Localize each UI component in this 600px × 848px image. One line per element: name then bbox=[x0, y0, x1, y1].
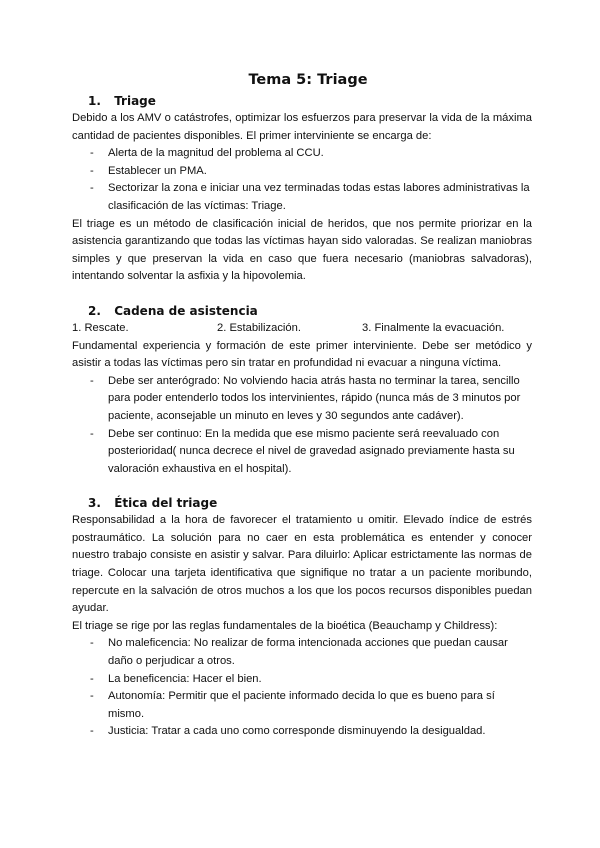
section-number: 2. bbox=[88, 303, 101, 318]
section-title: Ética del triage bbox=[114, 496, 218, 511]
step-item: 2. Estabilización. bbox=[217, 321, 301, 334]
step-item: 3. Finalmente la evacuación. bbox=[362, 321, 505, 334]
list-item: - Establecer un PMA. bbox=[72, 163, 532, 181]
bullet-list bbox=[72, 373, 532, 479]
paragraph: Debido a los AMV o catástrofes, optimizar los esfuerzos para preservar la vida de la máxima cantidad de pacientes disponibles. El primer interviniente se encarga de: bbox=[72, 112, 532, 142]
page-title: Tema 5: Triage bbox=[248, 72, 368, 88]
bullet-list bbox=[72, 635, 532, 741]
list-item: - Autonomía: Permitir que el paciente informado decida lo que es bueno para sí mismo. bbox=[72, 688, 532, 723]
document-page bbox=[72, 72, 532, 741]
list-item: - La beneficencia: Hacer el bien. bbox=[72, 671, 532, 689]
section-number: 1. bbox=[88, 94, 101, 108]
list-item: - Alerta de la magnitud del problema al CCU. bbox=[72, 145, 532, 163]
step-item: 1. Rescate. bbox=[72, 321, 129, 334]
list-item: - No maleficencia: No realizar de forma intencionada acciones que puedan causar daño o perjudicar a otros. bbox=[72, 635, 532, 670]
section-heading-triage bbox=[72, 92, 532, 110]
paragraph: El triage se rige por las reglas fundamentales de la bioética (Beauchamp y Childress): bbox=[72, 619, 498, 632]
section-title: Triage bbox=[114, 94, 156, 108]
paragraph: Responsabilidad a la hora de favorecer el tratamiento u omitir. Elevado índice de estrés postraumático. La solución para no caer en esta problemática es entender y conocer nuestro trabajo consiste en asistir y salvar. Para diluirlo: Aplicar estrictamente las normas de triage. Colocar una tarjeta identificativa que signifique no tratar a un paciente moribundo, repercute en la salvación de otros muchos a los que los pocos recursos disponibles puedan ayudar. bbox=[72, 514, 532, 615]
list-item: - Debe ser anterógrado: No volviendo hacia atrás hasta no terminar la tarea, sencillo para poder entenderlo todos los intervinientes, rápido (nunca más de 3 minutos por paciente, aconsejable un minuto en leves y 30 segundos ante cadáver). bbox=[72, 373, 532, 426]
paragraph: El triage es un método de clasificación inicial de heridos, que nos permite priorizar en la asistencia garantizando que todas las víctimas hayan sido valoradas. Se realizan maniobras simples y que preservan la vida en caso que fuera necesario (maniobras salvadoras), intentando solventar la asfixia y la hipovolemia. bbox=[72, 217, 532, 283]
steps-row bbox=[72, 320, 532, 338]
section-title: Cadena de asistencia bbox=[114, 303, 258, 318]
section-number: 3. bbox=[88, 496, 101, 511]
bullet-list bbox=[72, 145, 532, 215]
paragraph: Fundamental experiencia y formación de este primer interviniente. Debe ser metódico y asistir a todas las víctimas pero sin tratar en profundidad ni evacuar a ninguna víctima. bbox=[72, 339, 532, 370]
list-item: - Debe ser continuo: En la medida que ese mismo paciente será reevaluado con posterioridad( nunca decrece el nivel de gravedad asignado previamente hasta su valoración exhaustiva en el hospital). bbox=[72, 426, 532, 479]
list-item: - Justicia: Tratar a cada uno como corresponde disminuyendo la desigualdad. bbox=[72, 723, 532, 741]
section-heading-etica bbox=[72, 494, 532, 512]
list-item: - Sectorizar la zona e iniciar una vez terminadas todas estas labores administrativas la clasificación de las víctimas: Triage. bbox=[72, 180, 532, 215]
section-heading-cadena bbox=[72, 302, 532, 320]
